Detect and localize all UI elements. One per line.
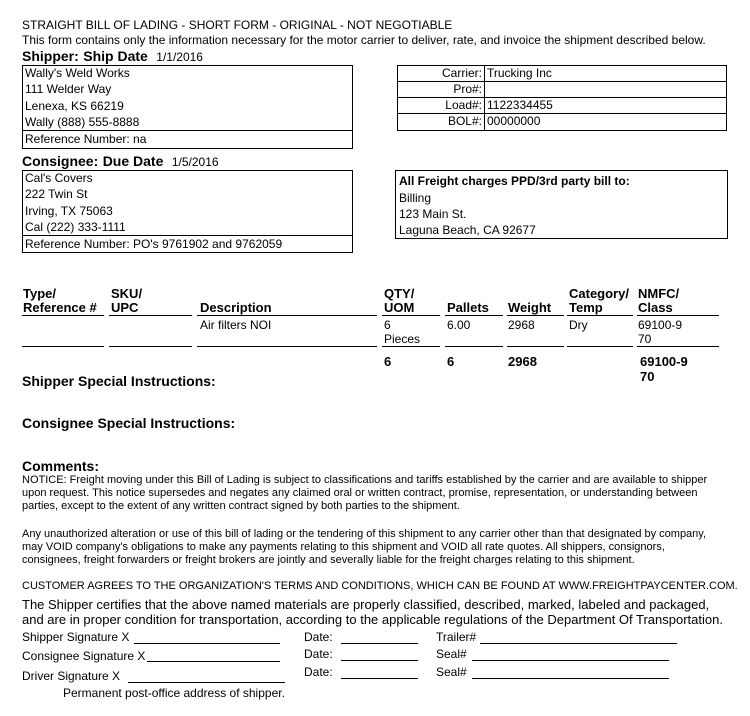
total-qty: 6 <box>384 354 392 369</box>
terms-paragraph: CUSTOMER AGREES TO THE ORGANIZATION'S TERMS AND CONDITIONS, WHICH CAN BE FOUND AT WWW.FREIGHTPAYCENTER.COM. <box>22 580 738 592</box>
header-underline <box>567 315 633 316</box>
shipper-signature-label: Shipper Signature X <box>22 630 130 644</box>
shipper-address-note: Permanent post-office address of shipper. <box>63 686 285 700</box>
row-underline <box>109 346 192 347</box>
carrier-box <box>397 65 727 131</box>
row-underline <box>507 346 564 347</box>
shipper-name: Wally's Weld Works <box>25 66 130 80</box>
total-weight: 2968 <box>508 354 537 369</box>
col-sku-bottom: UPC <box>111 300 139 315</box>
consignee-contact: Cal (222) 333-1111 <box>23 220 352 236</box>
row-underline <box>445 346 503 347</box>
row-underline <box>567 346 633 347</box>
driver-date-line[interactable] <box>341 678 418 679</box>
trailer-label: Trailer# <box>436 630 477 644</box>
col-nmfc-top: NMFC/ <box>638 286 680 301</box>
col-sku-top: SKU/ <box>111 286 143 301</box>
carrier-row <box>398 66 726 82</box>
total-pallets: 6 <box>447 354 455 369</box>
consignee-city: Irving, TX 75063 <box>25 204 113 218</box>
col-type-top: Type/ <box>23 286 56 301</box>
col-qty-bottom: UOM <box>384 300 415 315</box>
header-underline <box>445 315 503 316</box>
seal-label-1: Seal# <box>436 647 467 661</box>
due-date: 1/5/2016 <box>171 155 219 169</box>
consignee-date-line[interactable] <box>341 660 418 661</box>
consignee-heading-line <box>22 153 219 171</box>
consignee-street: 222 Twin St <box>25 187 88 201</box>
load-value: 1122334455 <box>487 98 553 112</box>
form-subtitle: This form contains only the information necessary for the motor carrier to deliver, rate, and invoice the shipment described below. <box>22 33 706 47</box>
carrier-label: Carrier: <box>441 66 482 80</box>
comments-heading: Comments: <box>22 458 100 474</box>
header-underline <box>507 315 564 316</box>
billing-name: Billing <box>399 191 432 205</box>
ship-date: 1/1/2016 <box>156 50 203 64</box>
seal-line-1[interactable] <box>472 660 669 661</box>
driver-signature-label: Driver Signature X <box>22 669 121 683</box>
shipper-date-line[interactable] <box>341 643 418 644</box>
col-weight: Weight <box>508 300 552 315</box>
notice-paragraph: NOTICE: Freight moving under this Bill of Lading is subject to classifications and tariffs established by the carrier and are available to shipper upon request. This notice supersedes and negates any claimed oral or written contract, promise, representation, or understanding between parties, except to the extent of any written contract signed by both parties to the shipment. <box>22 474 708 512</box>
shipper-instructions-label: Shipper Special Instructions: <box>22 373 216 389</box>
due-date-label: Due Date <box>102 153 164 169</box>
shipper-address-box <box>22 65 353 149</box>
total-nmfc: 69100-9 <box>640 354 688 369</box>
driver-signature-line[interactable] <box>128 682 285 683</box>
pro-label: Pro#: <box>453 82 482 96</box>
shipper-date-label: Date: <box>304 630 333 644</box>
form-title: STRAIGHT BILL OF LADING - SHORT FORM - ORIGINAL - NOT NEGOTIABLE <box>22 18 453 32</box>
col-type-bottom: Reference # <box>23 300 97 315</box>
consignee-name: Cal's Covers <box>25 171 93 185</box>
consignee-date-label: Date: <box>304 647 333 661</box>
col-qty-top: QTY/ <box>384 286 415 301</box>
consignee-reference: Reference Number: PO's 9761902 and 9762059 <box>25 237 283 251</box>
load-row <box>398 98 726 114</box>
bol-value: 00000000 <box>487 114 541 128</box>
header-underline <box>109 315 192 316</box>
ship-date-label: Ship Date <box>83 48 148 64</box>
billing-box <box>395 170 728 239</box>
bol-row <box>398 114 726 130</box>
consignee-signature-label: Consignee Signature X <box>22 649 146 663</box>
load-label: Load#: <box>445 98 482 112</box>
row-uom: Pieces <box>384 332 421 346</box>
consignee-address-box <box>22 170 353 253</box>
trailer-line[interactable] <box>480 643 677 644</box>
row-class: 70 <box>638 332 652 346</box>
col-nmfc-bottom: Class <box>638 300 673 315</box>
certify-paragraph: The Shipper certifies that the above named materials are properly classified, described, marked, labeled and packaged, and are in proper condition for transportation, according to the applicable regulations of the Department Of Transportation. <box>22 597 723 627</box>
pro-row <box>398 82 726 98</box>
row-category: Dry <box>569 318 588 332</box>
shipper-reference: Reference Number: na <box>25 132 147 146</box>
shipper-signature-line[interactable] <box>134 643 280 644</box>
header-underline <box>637 315 719 316</box>
alteration-paragraph: Any unauthorized alteration or use of this bill of lading or the tendering of this shipment to any carrier other than that designated by company, may VOID company's obligations to make any payments relating to this shipment and VOID all rate quotes. All shippers, consignors, consignees, freight forwarders or freight brokers are jointly and severally liable for the freight charges relating to this shipment. <box>22 528 707 566</box>
shipper-contact: Wally (888) 555-8888 <box>23 115 352 131</box>
carrier-value: Trucking Inc <box>487 66 552 80</box>
row-description: Air filters NOI <box>200 318 272 332</box>
driver-date-label: Date: <box>304 665 333 679</box>
header-underline <box>22 315 104 316</box>
col-pallets: Pallets <box>447 300 489 315</box>
seal-line-2[interactable] <box>472 678 669 679</box>
col-description: Description <box>200 300 272 315</box>
row-qty: 6 <box>384 318 391 332</box>
shipper-city: Lenexa, KS 66219 <box>25 99 124 113</box>
col-category-bottom: Temp <box>569 300 603 315</box>
consignee-signature-line[interactable] <box>147 661 280 662</box>
col-category-top: Category/ <box>569 286 629 301</box>
row-underline <box>382 346 440 347</box>
row-pallets: 6.00 <box>447 318 471 332</box>
shipper-heading-line <box>22 48 203 66</box>
header-underline <box>382 315 440 316</box>
row-nmfc: 69100-9 <box>638 318 683 332</box>
total-class: 70 <box>640 369 655 384</box>
bol-label: BOL#: <box>447 114 482 128</box>
shipper-street: 111 Welder Way <box>25 82 112 96</box>
billing-street: 123 Main St. <box>399 207 467 221</box>
row-underline <box>637 346 719 347</box>
row-weight: 2968 <box>508 318 535 332</box>
row-underline <box>22 346 104 347</box>
row-underline <box>197 346 377 347</box>
seal-label-2: Seal# <box>436 665 467 679</box>
billing-city: Laguna Beach, CA 92677 <box>399 223 536 237</box>
consignee-heading: Consignee: <box>22 153 99 169</box>
consignee-instructions-label: Consignee Special Instructions: <box>22 415 236 431</box>
shipper-heading: Shipper: <box>22 48 79 64</box>
header-underline <box>197 315 377 316</box>
billing-heading: All Freight charges PPD/3rd party bill to: <box>399 174 630 188</box>
